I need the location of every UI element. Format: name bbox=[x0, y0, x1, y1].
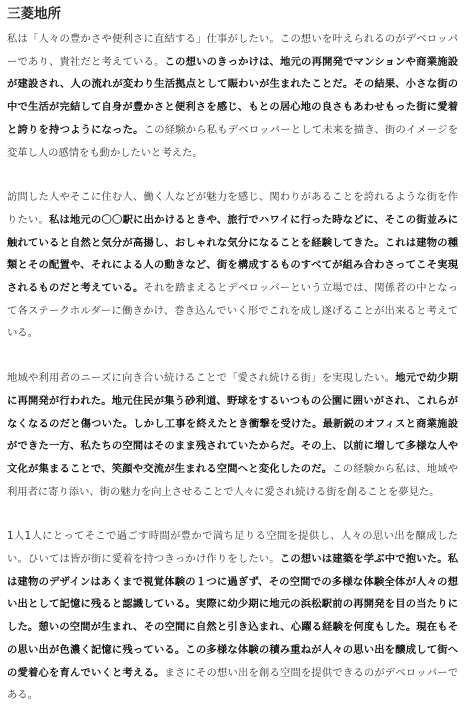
text-segment: この経験から私は、地域や利用者に寄り添い、街の魅力を向上させることで人々に愛され続ける街を創ることを夢見た。 bbox=[7, 462, 459, 498]
bold-text-segment: この想いのきっかけは、地元の再開発でマンションや商業施設が建設され、人の流れが変わり生活拠点として賑わいが生まれたことだ。その結果、小さな街の中で生活が完結して自身が豊かさと便利さを感じ、もとの居心地の良さもあわせもった街に愛着と誇りを持つようになった。 bbox=[7, 55, 458, 136]
paragraph-2 bbox=[7, 186, 458, 345]
company-heading: 三菱地所 bbox=[7, 6, 61, 22]
paragraph-1 bbox=[7, 28, 458, 164]
bold-text-segment: 地元で幼少期に再開発が行われた。地元住民が集う砂利道、野球をするいつもの公園に囲いがされ、これらがなくなるのだと傷ついた。しかし工事を終えたとき衝撃を受けた。最新鋭のオフィスと商業施設ができた一方、私たちの空間はそのまま残されていたからだ。その上、以前に増して多様な人や文化が集まることで、笑顔や交流が生まれる空間へと変化したのだ。 bbox=[7, 372, 459, 475]
paragraph-4 bbox=[7, 525, 458, 707]
bold-text-segment: この想いは建築を学ぶ中で抱いた。私は建物のデザインはあくまで視覚体験の１つに過ぎず、その空間での多様な体験全体が人々の想い出として記憶に残ると認識している。実際に幼少期に地元の浜松駅前の再開発を目の当たりにした。憩いの空間が生まれ、その空間に自然と引き込まれ、心躍る経験を何度もした。現在もその思い出が色濃く記憶に残っている。この多様な体験の積み重ねが人々の思い出を醸成して街への愛着心を育んでいくと考える。 bbox=[7, 553, 459, 679]
text-segment: 地域や利用者のニーズに向き合い続けることで「愛され続ける街」を実現したい。 bbox=[7, 372, 396, 385]
text-segment: この経験から私もデベロッパーとして未来を描き、街のイメージを変革し人の感情をも動かしたいと考えた。 bbox=[7, 123, 459, 159]
bold-text-segment: 私は地元の〇〇駅に出かけるときや、旅行でハワイに行った時などに、そこの街並みに触れていると自然と気分が高揚し、おしゃれな気分になることを経験してきた。これは建物の種類とその配置や、それによる人の動きなど、街を構成するものすべてが組み合わさってこそ実現されるものだと考えている。 bbox=[7, 213, 459, 295]
text-segment: 訪問した人やそこに住む人、働く人などが魅力を感じ、関わりがあることを誇れるような街を作りたい。 bbox=[7, 191, 458, 226]
text-segment: 私は「人々の豊かさや便利さに直結する」仕事がしたい。この想いを叶えられるのがデベロッパーであり、貴社だと考えている。 bbox=[7, 33, 458, 68]
text-segment: 1人1人にとってそこで過ごす時間が豊かで満ち足りる空間を提供し、人々の思い出を醸成したい。ひいては皆が街に愛着を持つきっかけ作りをしたい。 bbox=[7, 530, 458, 566]
text-segment: それを踏まえるとデベロッパーという立場では、関係者の中となって各ステークホルダーに働きかけ、巻き込んでいく形でこれを成し遂げることが出来ると考えている。 bbox=[7, 282, 459, 340]
paragraph-3 bbox=[7, 367, 458, 503]
text-segment: まさにその想い出を創る空間を提供できるのがデベロッパーである。 bbox=[7, 666, 458, 702]
